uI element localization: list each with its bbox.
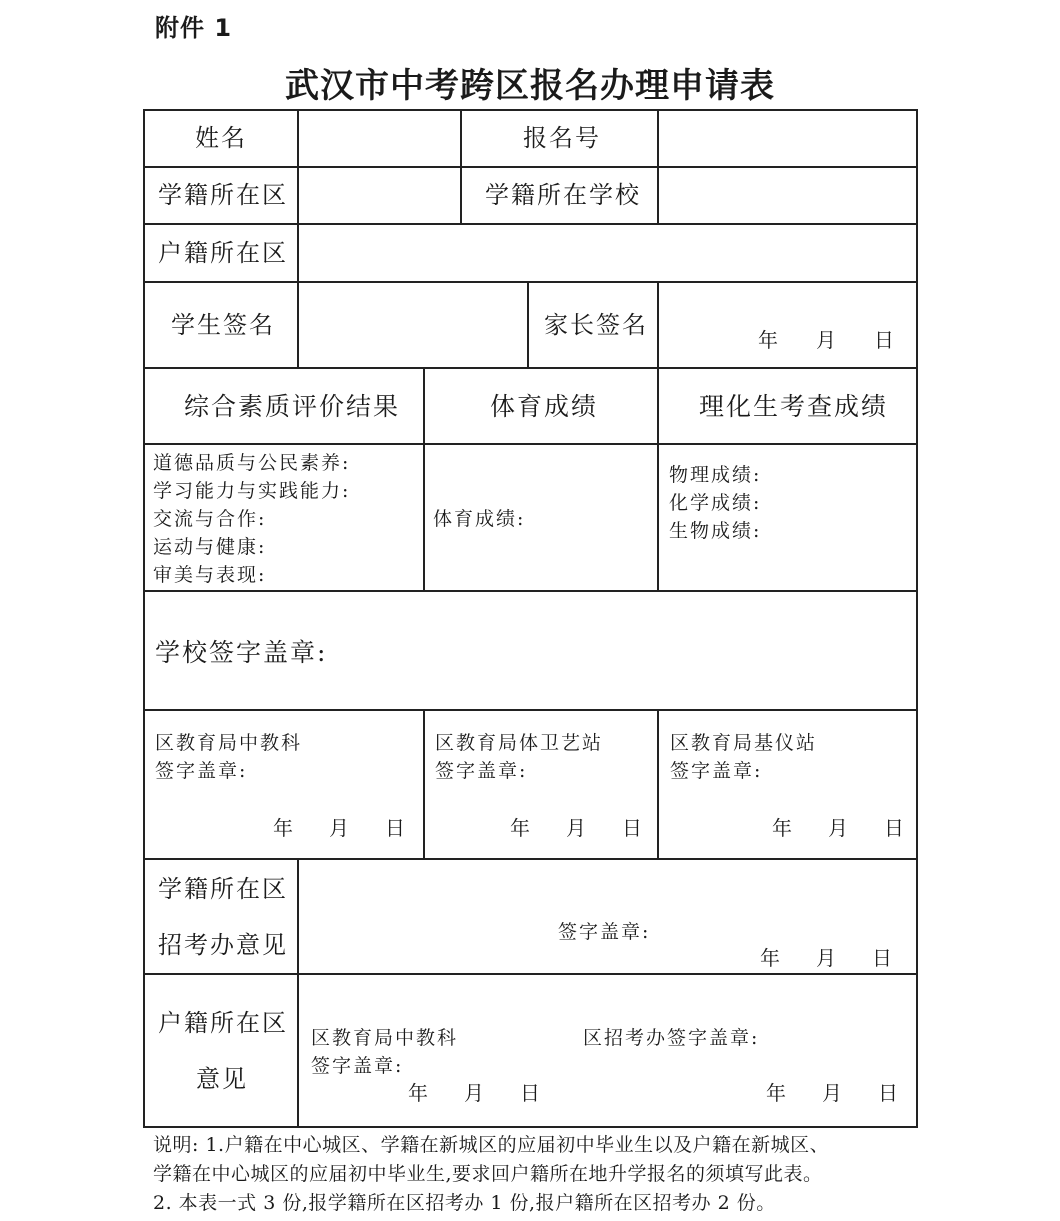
date-month: 月	[816, 946, 836, 970]
parent-signature-label: 家长签名	[544, 311, 648, 339]
opinion2-left-date	[408, 1083, 540, 1103]
col-divider	[297, 109, 299, 283]
date-year: 年	[510, 816, 530, 840]
bureau-col1	[155, 729, 302, 785]
table-border-right	[916, 109, 918, 1128]
table-border-left	[143, 109, 145, 1128]
row-divider	[143, 858, 918, 860]
date-day: 日	[872, 946, 892, 970]
opinion1-seal-label: 签字盖章:	[558, 921, 651, 943]
pe-score-field: 体育成绩:	[433, 508, 526, 530]
list-item: 道德品质与公民素养:	[153, 452, 351, 474]
row-divider	[143, 281, 918, 283]
pe-score-header: 体育成绩	[490, 392, 599, 421]
school-district-label: 学籍所在区	[158, 181, 288, 209]
row-divider	[143, 709, 918, 711]
date-year: 年	[758, 328, 778, 352]
bureau-col1-date	[273, 818, 405, 838]
name-label: 姓名	[195, 124, 247, 152]
science-score-header: 理化生考查成绩	[699, 392, 889, 421]
school-district-office-label-2: 招考办意见	[158, 931, 288, 959]
date-year: 年	[408, 1081, 428, 1105]
col-divider	[297, 281, 299, 369]
list-item: 化学成绩:	[669, 492, 762, 514]
parent-signature-date	[758, 330, 894, 350]
date-day: 日	[878, 1081, 898, 1105]
col-divider	[527, 281, 529, 369]
form-title: 武汉市中考跨区报名办理申请表	[285, 66, 775, 106]
row-divider	[143, 973, 918, 975]
opinion2-right-seal: 区招考办签字盖章:	[583, 1027, 760, 1049]
date-year: 年	[766, 1081, 786, 1105]
student-signature-label: 学生签名	[171, 311, 275, 339]
note-line: 说明: 1.户籍在中心城区、学籍在新城区的应届初中毕业生以及户籍在新城区、	[153, 1134, 830, 1156]
registration-number-label: 报名号	[523, 124, 601, 152]
opinion2-right-date	[766, 1083, 898, 1103]
row-divider	[143, 166, 918, 168]
col-divider	[657, 709, 659, 860]
col-divider	[657, 367, 659, 592]
comprehensive-evaluation-header: 综合素质评价结果	[184, 392, 401, 421]
bureau-col2-date	[510, 818, 642, 838]
col-divider	[657, 281, 659, 369]
list-item: 运动与健康:	[153, 536, 267, 558]
seal-label: 签字盖章:	[670, 760, 763, 782]
table-border-top	[143, 109, 918, 111]
attachment-label: 附件 1	[155, 14, 233, 42]
date-day: 日	[622, 816, 642, 840]
date-year: 年	[772, 816, 792, 840]
list-item: 生物成绩:	[669, 520, 762, 542]
col-divider	[297, 858, 299, 1128]
opinion1-date	[760, 948, 892, 968]
hukou-district-opinion-label-2: 意见	[196, 1065, 248, 1093]
date-year: 年	[273, 816, 293, 840]
date-day: 日	[884, 816, 904, 840]
table-border-bottom	[143, 1126, 918, 1128]
school-seal-label: 学校签字盖章:	[155, 638, 328, 667]
seal-label: 签字盖章:	[155, 760, 248, 782]
col-divider	[423, 709, 425, 860]
date-month: 月	[566, 816, 586, 840]
evaluation-items	[153, 449, 350, 589]
hukou-district-label: 户籍所在区	[158, 239, 288, 267]
row-divider	[143, 367, 918, 369]
col-divider	[460, 109, 462, 225]
date-day: 日	[520, 1081, 540, 1105]
date-month: 月	[464, 1081, 484, 1105]
bureau-title: 区教育局体卫艺站	[435, 732, 604, 754]
note-line: 2. 本表一式 3 份,报学籍所在区招考办 1 份,报户籍所在区招考办 2 份。	[153, 1192, 776, 1214]
bureau-col2	[435, 729, 603, 785]
row-divider	[143, 443, 918, 445]
date-year: 年	[760, 946, 780, 970]
form-notes	[153, 1131, 933, 1218]
bureau-title: 区教育局基仪站	[670, 732, 818, 754]
list-item: 学习能力与实践能力:	[153, 480, 351, 502]
date-month: 月	[828, 816, 848, 840]
bureau-col3-date	[772, 818, 904, 838]
list-item: 审美与表现:	[153, 564, 267, 586]
col-divider	[657, 109, 659, 225]
row-divider	[143, 223, 918, 225]
note-line: 学籍在中心城区的应届初中毕业生,要求回户籍所在地升学报名的须填写此表。	[153, 1163, 823, 1185]
date-day: 日	[385, 816, 405, 840]
science-score-items	[669, 461, 761, 545]
seal-label: 签字盖章:	[311, 1055, 404, 1077]
list-item: 物理成绩:	[669, 464, 762, 486]
row-divider	[143, 590, 918, 592]
date-month: 月	[822, 1081, 842, 1105]
date-month: 月	[816, 328, 836, 352]
date-month: 月	[329, 816, 349, 840]
bureau-col3	[670, 729, 817, 785]
bureau-title: 区教育局中教科	[311, 1027, 459, 1049]
seal-label: 签字盖章:	[435, 760, 528, 782]
bureau-title: 区教育局中教科	[155, 732, 303, 754]
list-item: 交流与合作:	[153, 508, 267, 530]
school-district-office-label-1: 学籍所在区	[158, 875, 288, 903]
opinion2-left	[311, 1024, 458, 1080]
date-day: 日	[874, 328, 894, 352]
school-name-label: 学籍所在学校	[485, 181, 641, 209]
hukou-district-opinion-label-1: 户籍所在区	[158, 1009, 288, 1037]
col-divider	[423, 367, 425, 592]
